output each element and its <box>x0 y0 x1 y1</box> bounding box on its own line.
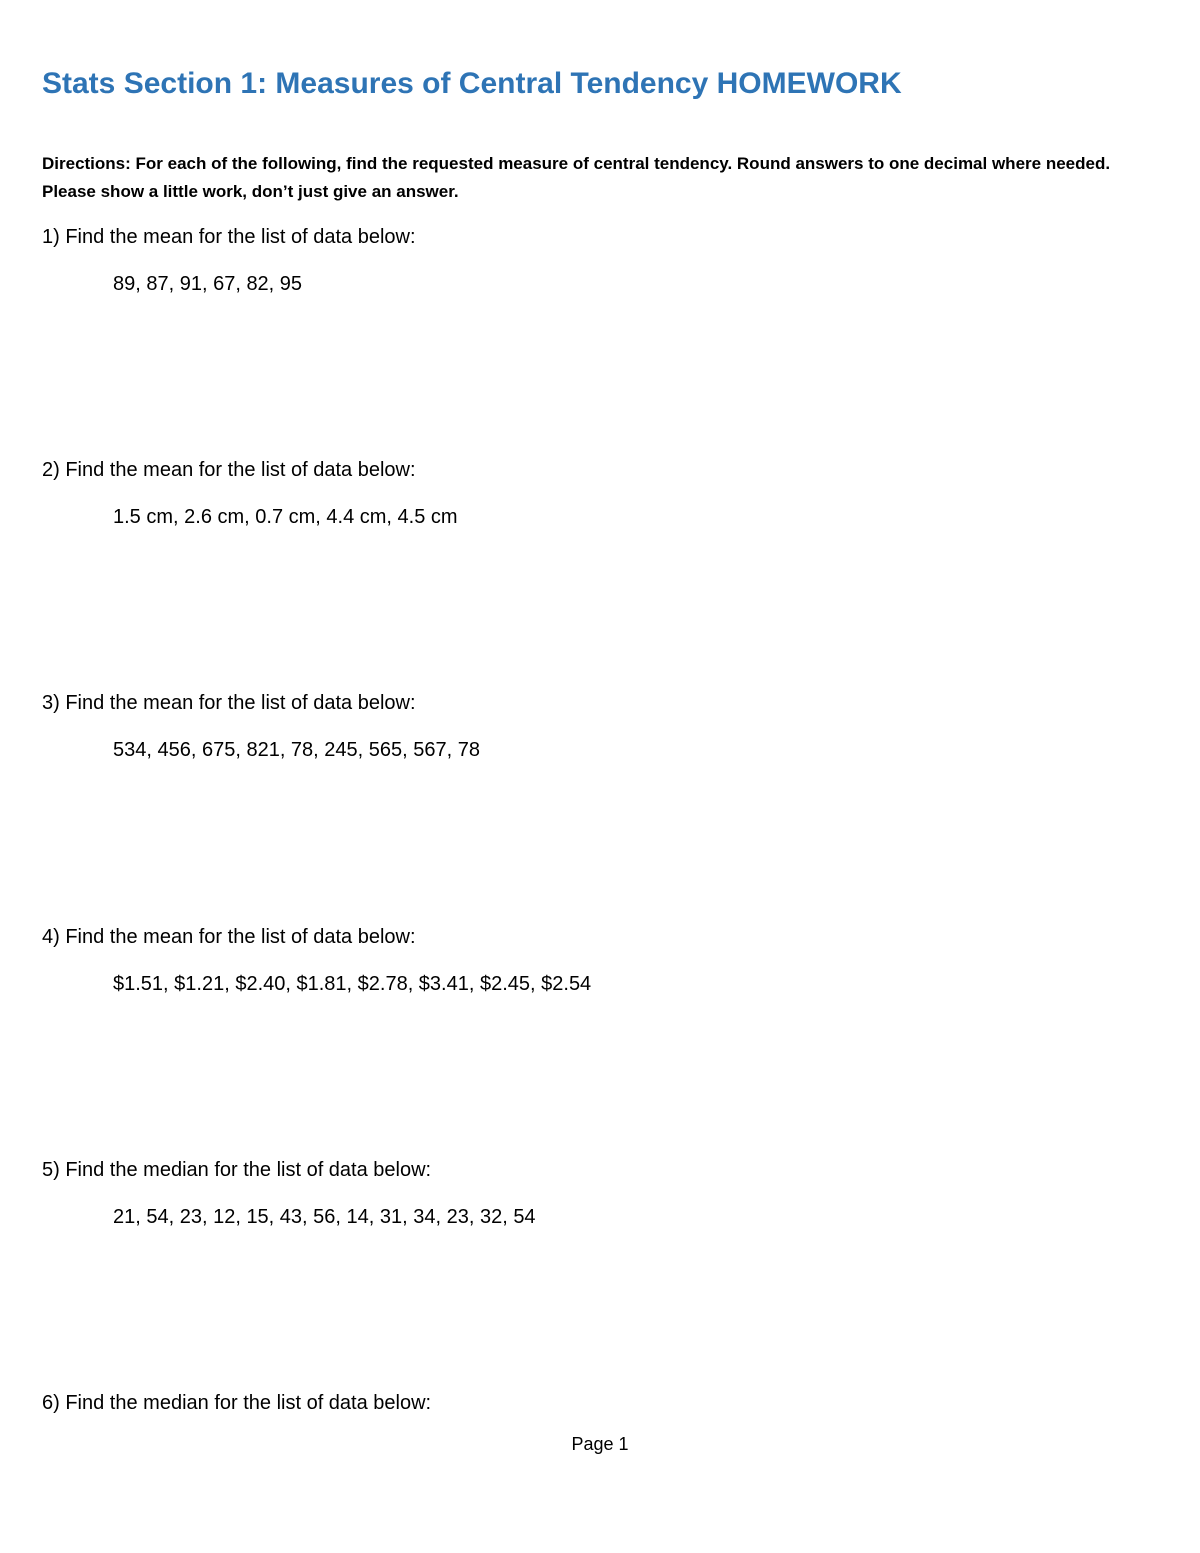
directions-text: Directions: For each of the following, find the requested measure of central tendency. Round answers to one decimal where needed. Please show a little work, don’t just give an answer. <box>42 154 1111 201</box>
question-4-prompt: 4) Find the mean for the list of data below: <box>42 926 416 948</box>
question-6-prompt: 6) Find the median for the list of data below: <box>42 1392 432 1414</box>
question-4-data: $1.51, $1.21, $2.40, $1.81, $2.78, $3.41, $2.45, $2.54 <box>113 973 592 995</box>
question-3-data: 534, 456, 675, 821, 78, 245, 565, 567, 78 <box>113 739 480 761</box>
question-1-prompt: 1) Find the mean for the list of data below: <box>42 226 416 248</box>
question-5-prompt: 5) Find the median for the list of data below: <box>42 1159 432 1181</box>
question-2-prompt: 2) Find the mean for the list of data below: <box>42 459 416 481</box>
page-title: Stats Section 1: Measures of Central Tendency HOMEWORK <box>42 67 902 100</box>
page-number: Page 1 <box>571 1434 629 1454</box>
question-2-data: 1.5 cm, 2.6 cm, 0.7 cm, 4.4 cm, 4.5 cm <box>113 506 458 528</box>
question-1-data: 89, 87, 91, 67, 82, 95 <box>113 273 303 295</box>
question-3-prompt: 3) Find the mean for the list of data below: <box>42 692 416 714</box>
question-5-data: 21, 54, 23, 12, 15, 43, 56, 14, 31, 34, 23, 32, 54 <box>113 1206 536 1228</box>
